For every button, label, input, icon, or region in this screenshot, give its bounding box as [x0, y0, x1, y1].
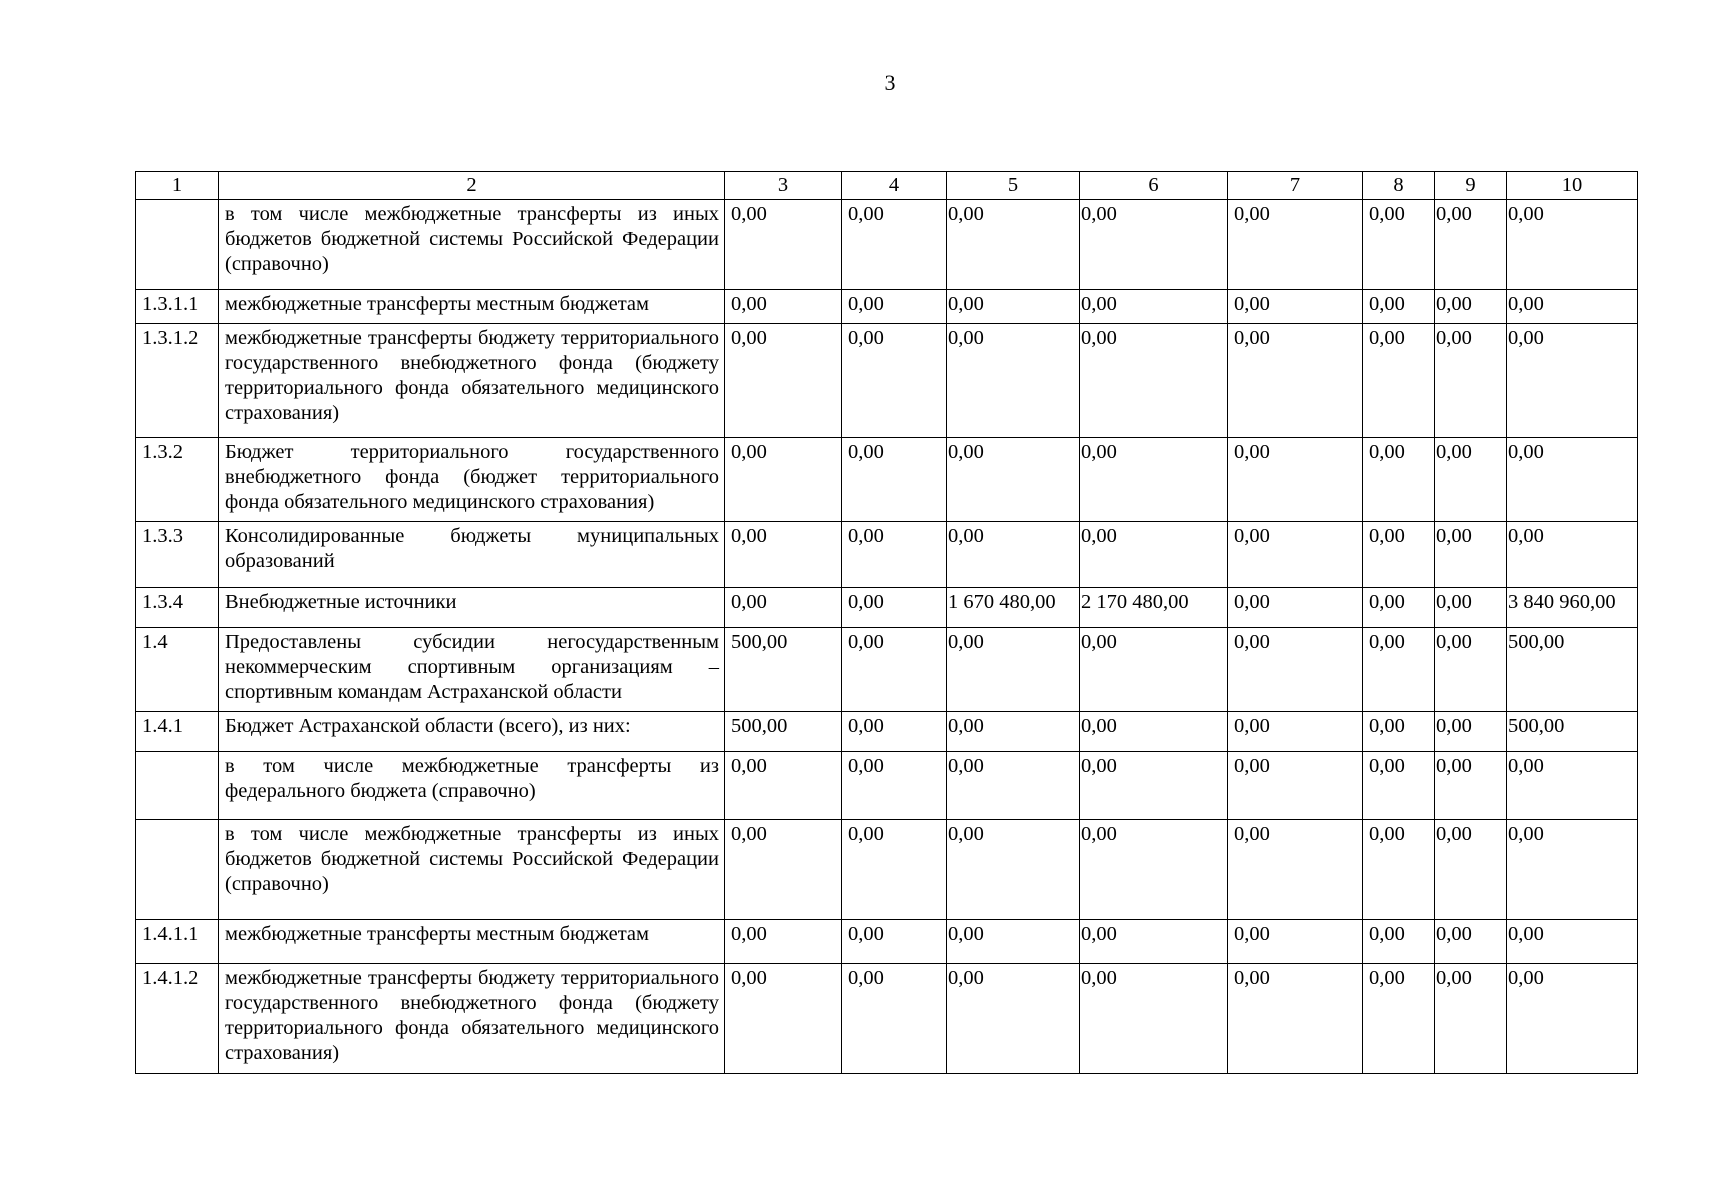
column-header: 8 [1363, 172, 1435, 200]
value-cell-col-10: 0,00 [1507, 820, 1638, 920]
value-cell-col-6: 0,00 [1080, 438, 1228, 522]
row-code: 1.3.1.2 [136, 324, 219, 438]
value-cell-col-4: 0,00 [842, 324, 947, 438]
value-cell-col-7: 0,00 [1228, 820, 1363, 920]
value-cell-col-6: 0,00 [1080, 752, 1228, 820]
value-cell-col-5: 1 670 480,00 [947, 588, 1080, 628]
value-cell-col-4: 0,00 [842, 712, 947, 752]
row-description: межбюджетные трансферты местным бюджетам [219, 920, 725, 964]
table-row [136, 290, 1638, 324]
value-cell-col-7: 0,00 [1228, 628, 1363, 712]
value-cell-col-10: 0,00 [1507, 290, 1638, 324]
row-description: Бюджет Астраханской области (всего), из них: [219, 712, 725, 752]
value-cell-col-3: 0,00 [725, 522, 842, 588]
value-cell-col-8: 0,00 [1363, 290, 1435, 324]
row-description: Внебюджетные источники [219, 588, 725, 628]
value-cell-col-3: 500,00 [725, 712, 842, 752]
value-cell-col-3: 0,00 [725, 820, 842, 920]
row-code: 1.4.1.2 [136, 964, 219, 1074]
row-description: межбюджетные трансферты бюджету территориального государственного внебюджетного фонда (бюджету территориального фонда обязательного медицинского страхования) [219, 964, 725, 1074]
page-number: 3 [884, 70, 896, 95]
value-cell-col-3: 0,00 [725, 964, 842, 1074]
row-description: в том числе межбюджетные трансферты из иных бюджетов бюджетной системы Российской Федерации (справочно) [219, 820, 725, 920]
row-code: 1.3.2 [136, 438, 219, 522]
value-cell-col-7: 0,00 [1228, 522, 1363, 588]
value-cell-col-3: 0,00 [725, 324, 842, 438]
value-cell-col-6: 0,00 [1080, 200, 1228, 290]
value-cell-col-4: 0,00 [842, 290, 947, 324]
value-cell-col-8: 0,00 [1363, 588, 1435, 628]
value-cell-col-4: 0,00 [842, 628, 947, 712]
row-description: межбюджетные трансферты местным бюджетам [219, 290, 725, 324]
value-cell-col-6: 0,00 [1080, 290, 1228, 324]
value-cell-col-5: 0,00 [947, 820, 1080, 920]
row-code [136, 200, 219, 290]
row-code: 1.3.3 [136, 522, 219, 588]
table-row [136, 200, 1638, 290]
column-header: 10 [1507, 172, 1638, 200]
value-cell-col-9: 0,00 [1435, 628, 1507, 712]
value-cell-col-9: 0,00 [1435, 522, 1507, 588]
value-cell-col-8: 0,00 [1363, 964, 1435, 1074]
value-cell-col-8: 0,00 [1363, 438, 1435, 522]
value-cell-col-10: 0,00 [1507, 752, 1638, 820]
value-cell-col-8: 0,00 [1363, 324, 1435, 438]
table-body [136, 200, 1638, 1074]
value-cell-col-6: 0,00 [1080, 324, 1228, 438]
value-cell-col-10: 0,00 [1507, 200, 1638, 290]
value-cell-col-4: 0,00 [842, 920, 947, 964]
value-cell-col-7: 0,00 [1228, 752, 1363, 820]
row-code: 1.3.1.1 [136, 290, 219, 324]
value-cell-col-10: 0,00 [1507, 522, 1638, 588]
table-row [136, 964, 1638, 1074]
value-cell-col-9: 0,00 [1435, 438, 1507, 522]
value-cell-col-8: 0,00 [1363, 200, 1435, 290]
value-cell-col-9: 0,00 [1435, 920, 1507, 964]
value-cell-col-3: 500,00 [725, 628, 842, 712]
value-cell-col-8: 0,00 [1363, 522, 1435, 588]
value-cell-col-10: 0,00 [1507, 964, 1638, 1074]
value-cell-col-5: 0,00 [947, 712, 1080, 752]
value-cell-col-9: 0,00 [1435, 324, 1507, 438]
value-cell-col-5: 0,00 [947, 752, 1080, 820]
value-cell-col-9: 0,00 [1435, 964, 1507, 1074]
row-description: в том числе межбюджетные трансферты из иных бюджетов бюджетной системы Российской Федерации (справочно) [219, 200, 725, 290]
value-cell-col-4: 0,00 [842, 522, 947, 588]
column-header: 3 [725, 172, 842, 200]
column-header: 1 [136, 172, 219, 200]
row-description: Предоставлены субсидии негосударственным некоммерческим спортивным организациям – спортивным командам Астраханской области [219, 628, 725, 712]
row-code: 1.3.4 [136, 588, 219, 628]
table-row [136, 438, 1638, 522]
table-row [136, 712, 1638, 752]
value-cell-col-6: 0,00 [1080, 628, 1228, 712]
column-header: 7 [1228, 172, 1363, 200]
value-cell-col-10: 0,00 [1507, 324, 1638, 438]
value-cell-col-5: 0,00 [947, 290, 1080, 324]
row-code [136, 820, 219, 920]
value-cell-col-3: 0,00 [725, 290, 842, 324]
row-code [136, 752, 219, 820]
value-cell-col-3: 0,00 [725, 200, 842, 290]
value-cell-col-9: 0,00 [1435, 290, 1507, 324]
table-row [136, 752, 1638, 820]
value-cell-col-5: 0,00 [947, 628, 1080, 712]
value-cell-col-9: 0,00 [1435, 820, 1507, 920]
value-cell-col-8: 0,00 [1363, 628, 1435, 712]
value-cell-col-7: 0,00 [1228, 324, 1363, 438]
table-row [136, 820, 1638, 920]
value-cell-col-4: 0,00 [842, 964, 947, 1074]
column-header: 6 [1080, 172, 1228, 200]
row-description: Бюджет территориального государственного внебюджетного фонда (бюджет территориального фонда обязательного медицинского страхования) [219, 438, 725, 522]
value-cell-col-5: 0,00 [947, 438, 1080, 522]
value-cell-col-7: 0,00 [1228, 200, 1363, 290]
value-cell-col-8: 0,00 [1363, 920, 1435, 964]
value-cell-col-7: 0,00 [1228, 712, 1363, 752]
row-description: межбюджетные трансферты бюджету территориального государственного внебюджетного фонда (бюджету территориального фонда обязательного медицинского страхования) [219, 324, 725, 438]
column-header: 4 [842, 172, 947, 200]
value-cell-col-5: 0,00 [947, 920, 1080, 964]
row-code: 1.4.1.1 [136, 920, 219, 964]
value-cell-col-8: 0,00 [1363, 820, 1435, 920]
value-cell-col-9: 0,00 [1435, 200, 1507, 290]
column-header: 5 [947, 172, 1080, 200]
table-row [136, 588, 1638, 628]
header-row [136, 172, 1638, 200]
row-description: в том числе межбюджетные трансферты из федерального бюджета (справочно) [219, 752, 725, 820]
table-row [136, 324, 1638, 438]
value-cell-col-4: 0,00 [842, 438, 947, 522]
value-cell-col-4: 0,00 [842, 820, 947, 920]
value-cell-col-10: 0,00 [1507, 920, 1638, 964]
budget-table [135, 171, 1638, 1074]
value-cell-col-3: 0,00 [725, 920, 842, 964]
value-cell-col-6: 0,00 [1080, 964, 1228, 1074]
row-code: 1.4.1 [136, 712, 219, 752]
value-cell-col-3: 0,00 [725, 752, 842, 820]
value-cell-col-10: 3 840 960,00 [1507, 588, 1638, 628]
column-header: 2 [219, 172, 725, 200]
value-cell-col-5: 0,00 [947, 200, 1080, 290]
value-cell-col-4: 0,00 [842, 752, 947, 820]
value-cell-col-10: 0,00 [1507, 438, 1638, 522]
value-cell-col-7: 0,00 [1228, 588, 1363, 628]
value-cell-col-5: 0,00 [947, 324, 1080, 438]
value-cell-col-6: 2 170 480,00 [1080, 588, 1228, 628]
row-code: 1.4 [136, 628, 219, 712]
value-cell-col-7: 0,00 [1228, 964, 1363, 1074]
value-cell-col-3: 0,00 [725, 588, 842, 628]
value-cell-col-4: 0,00 [842, 588, 947, 628]
value-cell-col-6: 0,00 [1080, 522, 1228, 588]
value-cell-col-8: 0,00 [1363, 752, 1435, 820]
value-cell-col-7: 0,00 [1228, 920, 1363, 964]
value-cell-col-7: 0,00 [1228, 438, 1363, 522]
table-row [136, 522, 1638, 588]
value-cell-col-6: 0,00 [1080, 820, 1228, 920]
value-cell-col-10: 500,00 [1507, 628, 1638, 712]
value-cell-col-10: 500,00 [1507, 712, 1638, 752]
row-description: Консолидированные бюджеты муниципальных образований [219, 522, 725, 588]
table-row [136, 628, 1638, 712]
value-cell-col-3: 0,00 [725, 438, 842, 522]
value-cell-col-7: 0,00 [1228, 290, 1363, 324]
value-cell-col-6: 0,00 [1080, 712, 1228, 752]
value-cell-col-9: 0,00 [1435, 752, 1507, 820]
value-cell-col-9: 0,00 [1435, 588, 1507, 628]
value-cell-col-8: 0,00 [1363, 712, 1435, 752]
value-cell-col-5: 0,00 [947, 522, 1080, 588]
value-cell-col-5: 0,00 [947, 964, 1080, 1074]
column-header: 9 [1435, 172, 1507, 200]
value-cell-col-4: 0,00 [842, 200, 947, 290]
value-cell-col-6: 0,00 [1080, 920, 1228, 964]
table-row [136, 920, 1638, 964]
value-cell-col-9: 0,00 [1435, 712, 1507, 752]
